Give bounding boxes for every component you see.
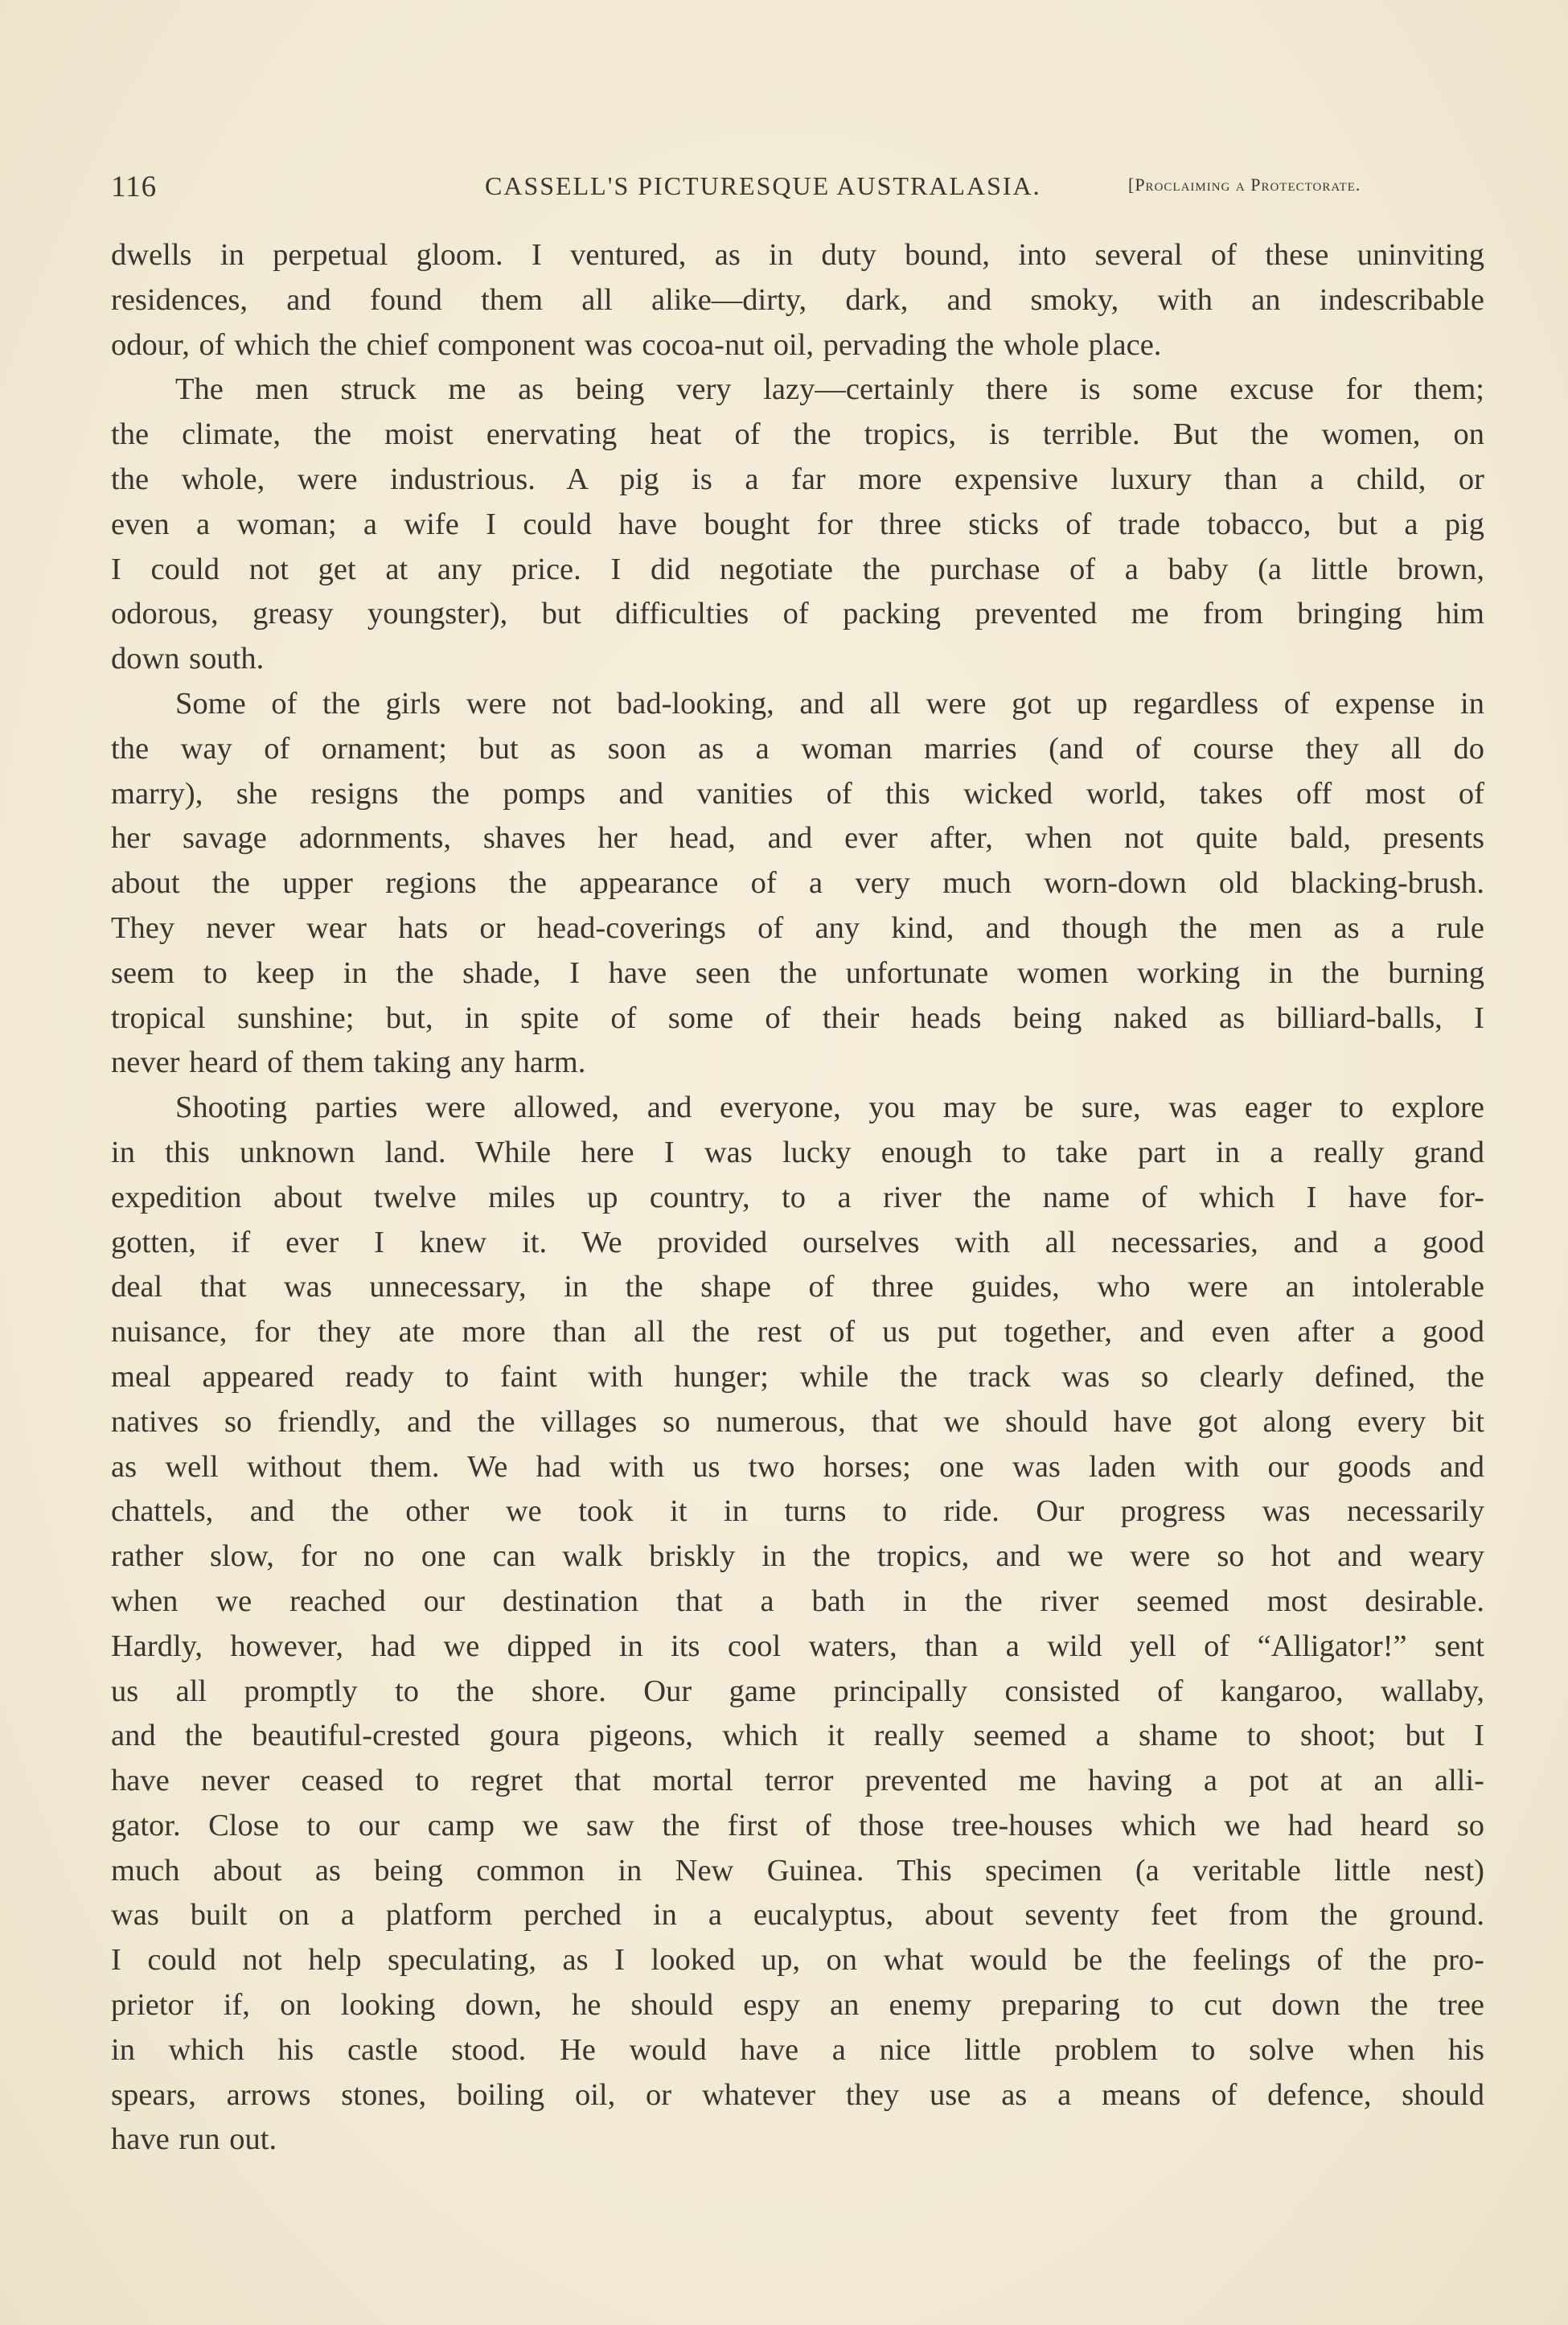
text-line: even a woman; a wife I could have bought for three sticks of trade tobacco, but a pig — [111, 507, 1484, 541]
text-line: down south. — [111, 642, 265, 676]
text-line: was built on a platform perched in a eucalyptus, about seventy feet from the ground. — [111, 1898, 1484, 1933]
text-line: Shooting parties were allowed, and everyone, you may be sure, was eager to explore — [175, 1091, 1484, 1125]
text-line: expedition about twelve miles up country, to a river the name of which I have for- — [111, 1180, 1484, 1214]
text-line: have never ceased to regret that mortal terror prevented me having a pot at an alli- — [111, 1764, 1484, 1798]
text-line: never heard of them taking any harm. — [111, 1045, 586, 1080]
body-text — [111, 233, 1484, 2163]
text-line: gator. Close to our camp we saw the first of those tree-houses which we had heard so — [111, 1808, 1484, 1842]
text-line: the way of ornament; but as soon as a woman marries (and of course they all do — [111, 731, 1484, 766]
text-line: meal appeared ready to faint with hunger; while the track was so clearly defined, the — [111, 1359, 1484, 1394]
text-line: marry), she resigns the pomps and vanities of this wicked world, takes off most of — [111, 776, 1484, 811]
section-title: [Proclaiming a Protectorate. — [1128, 175, 1361, 195]
text-line: seem to keep in the shade, I have seen the unfortunate women working in the burning — [111, 955, 1484, 990]
text-line: The men struck me as being very lazy—certainly there is some excuse for them; — [175, 372, 1484, 407]
text-line: odour, of which the chief component was cocoa-nut oil, pervading the whole place. — [111, 327, 1162, 362]
text-line: I could not get at any price. I did negotiate the purchase of a baby (a little brown, — [111, 552, 1484, 586]
text-line: us all promptly to the shore. Our game principally consisted of kangaroo, wallaby, — [111, 1674, 1484, 1708]
text-line: prietor if, on looking down, he should espy an enemy preparing to cut down the tree — [111, 1988, 1484, 2023]
text-line: residences, and found them all alike—dirty, dark, and smoky, with an indescribable — [111, 282, 1484, 317]
text-line: the climate, the moist enervating heat of the tropics, is terrible. But the women, on — [111, 417, 1484, 452]
page-header — [111, 165, 1462, 205]
text-line: gotten, if ever I knew it. We provided ourselves with all necessaries, and a good — [111, 1225, 1484, 1259]
text-line: her savage adornments, shaves her head, and ever after, when not quite bald, presents — [111, 821, 1484, 856]
text-line: I could not help speculating, as I looked up, on what would be the feelings of the pro- — [111, 1943, 1484, 1978]
text-line: deal that was unnecessary, in the shape of three guides, who were an intolerable — [111, 1270, 1484, 1304]
text-line: nuisance, for they ate more than all the rest of us put together, and even after a good — [111, 1315, 1484, 1349]
text-line: have run out. — [111, 2122, 277, 2157]
text-line: They never wear hats or head-coverings of any kind, and though the men as a rule — [111, 910, 1484, 945]
page-number: 116 — [111, 170, 158, 203]
text-line: rather slow, for no one can walk briskly in the tropics, and we were so hot and weary — [111, 1539, 1484, 1574]
text-line: and the beautiful-crested goura pigeons, which it really seemed a shame to shoot; but I — [111, 1719, 1484, 1753]
text-line: spears, arrows stones, boiling oil, or whatever they use as a means of defence, should — [111, 2077, 1484, 2112]
text-line: dwells in perpetual gloom. I ventured, as in duty bound, into several of these uninviting — [111, 238, 1484, 272]
text-line: as well without them. We had with us two horses; one was laden with our goods and — [111, 1449, 1484, 1484]
text-line: about the upper regions the appearance of a very much worn-down old blacking-brush. — [111, 866, 1484, 901]
text-line: odorous, greasy youngster), but difficulties of packing prevented me from bringing him — [111, 597, 1484, 631]
running-title: CASSELL'S PICTURESQUE AUSTRALASIA. — [485, 171, 1041, 200]
text-line: in this unknown land. While here I was lucky enough to take part in a really grand — [111, 1135, 1484, 1169]
text-line: tropical sunshine; but, in spite of some of their heads being naked as billiard-balls, I — [111, 1000, 1484, 1035]
text-line: in which his castle stood. He would have a nice little problem to solve when his — [111, 2032, 1484, 2067]
text-line: natives so friendly, and the villages so numerous, that we should have got along every bit — [111, 1404, 1484, 1439]
text-line: Hardly, however, had we dipped in its cool waters, than a wild yell of “Alligator!” sent — [111, 1629, 1484, 1663]
text-line: the whole, were industrious. A pig is a far more expensive luxury than a child, or — [111, 462, 1484, 496]
text-line: chattels, and the other we took it in turns to ride. Our progress was necessarily — [111, 1494, 1484, 1529]
text-line: Some of the girls were not bad-looking, and all were got up regardless of expense in — [175, 686, 1484, 721]
text-line: much about as being common in New Guinea. This specimen (a veritable little nest) — [111, 1853, 1484, 1888]
text-line: when we reached our destination that a bath in the river seemed most desirable. — [111, 1584, 1484, 1618]
